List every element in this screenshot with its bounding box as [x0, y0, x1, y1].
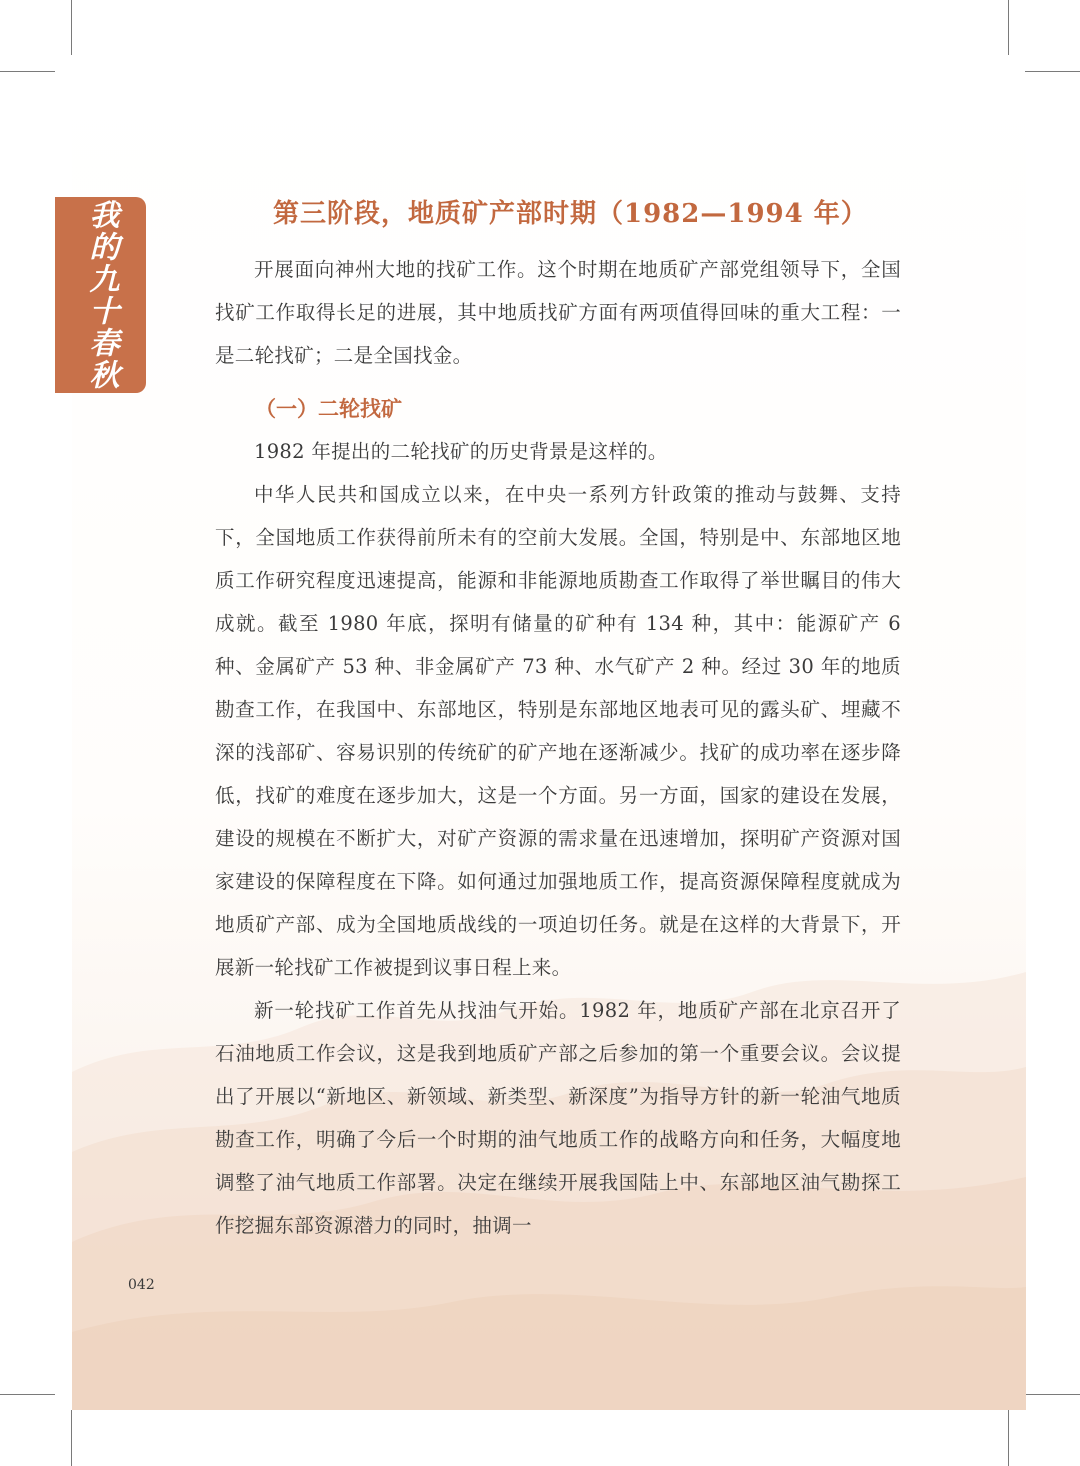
crop-mark-top-right-h	[1025, 71, 1080, 72]
crop-mark-top-left-h	[0, 71, 55, 72]
crop-mark-top-left-v	[71, 0, 72, 55]
chapter-title: 第三阶段，地质矿产部时期（1982—1994 年）	[273, 199, 868, 229]
book-title: 我的九十春秋	[83, 199, 119, 391]
crop-mark-top-right-v	[1008, 0, 1009, 55]
body-paragraph: 中华人民共和国成立以来，在中央一系列方针政策的推动与鼓舞、支持下，全国地质工作获得前所未有的空前大发展。全国，特别是中、东部地区地质工作研究程度迅速提高，能源和非能源地质勘查工作取得了举世瞩目的伟大成就。截至 1980 年底，探明有储量的矿种有 134 种，其中：能源矿产 6 种、金属矿产 53 种、非金属矿产 73 种、水气矿产 2 种。经过 30 年的地质勘查工作，在我国中、东部地区，特别是东部地区地表可见的露头矿、埋藏不深的浅部矿、容易识别的传统矿的矿产地在逐渐减少。找矿的成功率在逐步降低，找矿的难度在逐步加大，这是一个方面。另一方面，国家的建设在发展，建设的规模在不断扩大，对矿产资源的需求量在迅速增加，探明矿产资源对国家建设的保障程度在下降。如何通过加强地质工作，提高资源保障程度就成为地质矿产部、成为全国地质战线的一项迫切任务。就是在这样的大背景下，开展新一轮找矿工作被提到议事日程上来。	[215, 483, 901, 979]
intro-paragraph: 开展面向神州大地的找矿工作。这个时期在地质矿产部党组领导下，全国找矿工作取得长足的进展，其中地质找矿方面有两项值得回味的重大工程：一是二轮找矿；二是全国找金。	[215, 258, 901, 367]
section-title: （一）二轮找矿	[255, 396, 402, 421]
body-paragraph: 1982 年提出的二轮找矿的历史背景是这样的。	[254, 440, 668, 463]
book-title-tab	[55, 197, 146, 393]
crop-mark-bottom-right-v	[1008, 1410, 1009, 1466]
crop-mark-bottom-left-h	[0, 1394, 55, 1395]
crop-mark-bottom-right-h	[1025, 1394, 1080, 1395]
crop-mark-bottom-left-v	[71, 1410, 72, 1466]
body-paragraph: 新一轮找矿工作首先从找油气开始。1982 年，地质矿产部在北京召开了石油地质工作会议，这是我到地质矿产部之后参加的第一个重要会议。会议提出了开展以“新地区、新领域、新类型、新深度”为指导方针的新一轮油气地质勘查工作，明确了今后一个时期的油气地质工作的战略方向和任务，大幅度地调整了油气地质工作部署。决定在继续开展我国陆上中、东部地区油气勘探工作挖掘东部资源潜力的同时，抽调一	[215, 999, 901, 1237]
page-number: 042	[128, 1277, 155, 1293]
text-block	[215, 190, 901, 1247]
